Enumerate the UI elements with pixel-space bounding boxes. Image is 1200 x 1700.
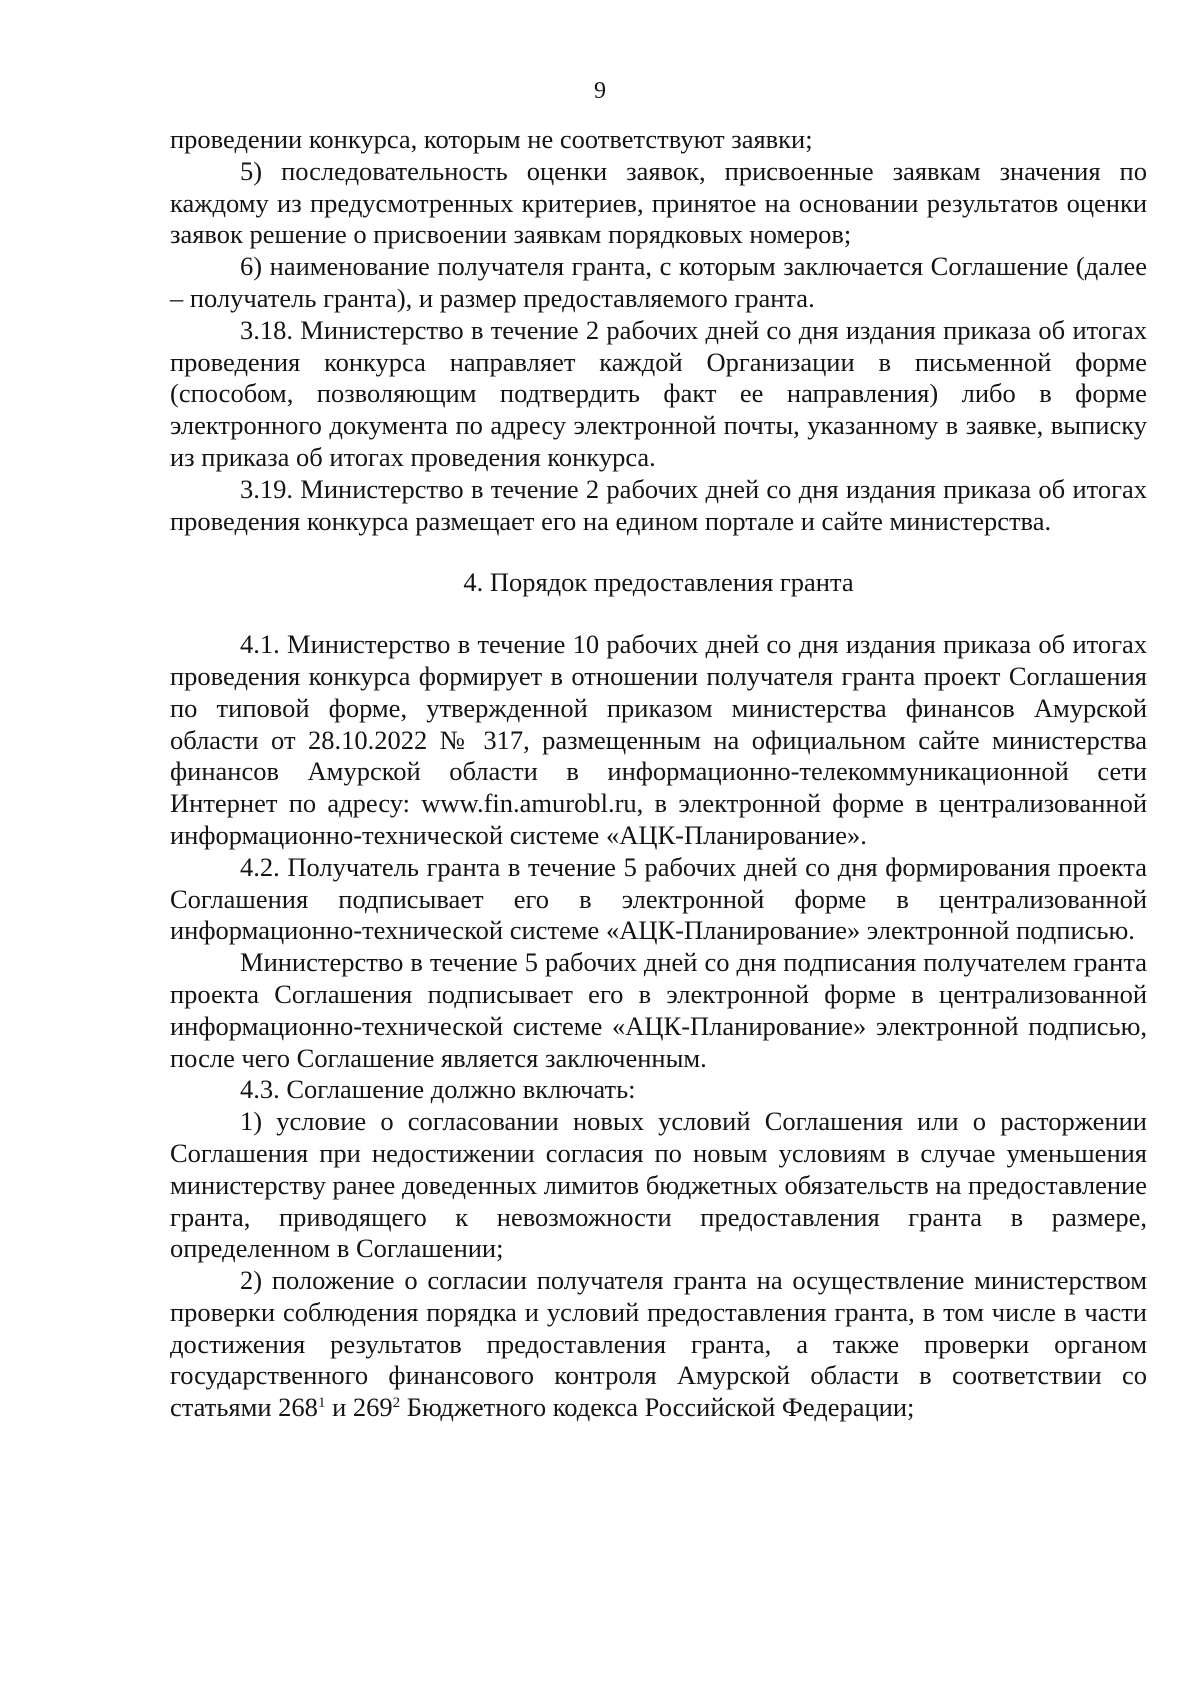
paragraph-4-2: 4.2. Получатель гранта в течение 5 рабочих дней со дня формирования проекта Соглашения подписывает его в электронной форме в централизованной информационно-технической системе «АЦК-Планирование» электронной подписью. (170, 851, 1147, 946)
paragraph-3-18: 3.18. Министерство в течение 2 рабочих дней со дня издания приказа об итогах проведения конкурса направляет каждой Организации в письменной форме (способом, позволяющим подтвердить факт ее направления) либо в форме электронного документа по адресу электронной почты, указанному в заявке, выписку из приказа об итогах проведения конкурса. (170, 314, 1147, 472)
footnote-sup-1: 1 (317, 1395, 326, 1412)
paragraph-4-1: 4.1. Министерство в течение 10 рабочих дней со дня издания приказа об итогах проведения конкурса формирует в отношении получателя гранта проект Соглашения по типовой форме, утвержденной приказом министерства финансов Амурской области от 28.10.2022 № 317, размещенным на официальном сайте министерства финансов Амурской области в информационно-телекоммуникационной сети Интернет по адресу: www.fin.amurobl.ru, в электронной форме в централизованной информационно-технической системе «АЦК-Планирование». (170, 629, 1147, 850)
paragraph-continuation: проведении конкурса, которым не соответствуют заявки; (170, 124, 813, 154)
page-number: 9 (594, 78, 606, 104)
section-heading: 4. Порядок предоставления гранта (463, 567, 854, 598)
paragraph-3-19: 3.19. Министерство в течение 2 рабочих дней со дня издания приказа об итогах проведения конкурса размещает его на едином портале и сайте министерства. (170, 473, 1147, 536)
condition-2-text-c: Бюджетного кодекса Российской Федерации; (400, 1392, 915, 1423)
condition-2-text-b: и 269 (325, 1392, 393, 1423)
paragraph-item-5: 5) последовательность оценки заявок, присвоенные заявкам значения по каждому из предусмотренных критериев, принятое на основании результатов оценки заявок решение о присвоении заявкам порядковых номеров; (170, 155, 1147, 250)
condition-2-text-a: 2) положение о согласии получателя гранта на осуществление министерством проверки соблюдения порядка и условий предоставления гранта, в том числе в части достижения результатов предоставления гранта, а также проверки органом государственного финансового контроля Амурской области в соответствии со статьями 268 (170, 1265, 1147, 1423)
paragraph-condition-1: 1) условие о согласовании новых условий Соглашения или о расторжении Соглашения при недостижении согласия по новым условиям в случае уменьшения министерству ранее доведенных лимитов бюджетных обязательств на предоставление гранта, приводящего к невозможности предоставления гранта в размере, определенном в Соглашении; (170, 1106, 1147, 1264)
paragraph-ministry-signing: Министерство в течение 5 рабочих дней со дня подписания получателем гранта проекта Соглашения подписывает его в электронной форме в централизованной информационно-технической системе «АЦК-Планирование» электронной подписью, после чего Соглашение является заключенным. (170, 947, 1147, 1073)
paragraph-4-3: 4.3. Соглашение должно включать: (240, 1074, 636, 1105)
paragraph-condition-2 (170, 1265, 1147, 1424)
paragraph-item-6: 6) наименование получателя гранта, с которым заключается Соглашение (далее – получатель гранта), и размер предоставляемого гранта. (170, 251, 1147, 313)
document-body (170, 124, 1147, 1424)
footnote-sup-2: 2 (392, 1395, 401, 1412)
